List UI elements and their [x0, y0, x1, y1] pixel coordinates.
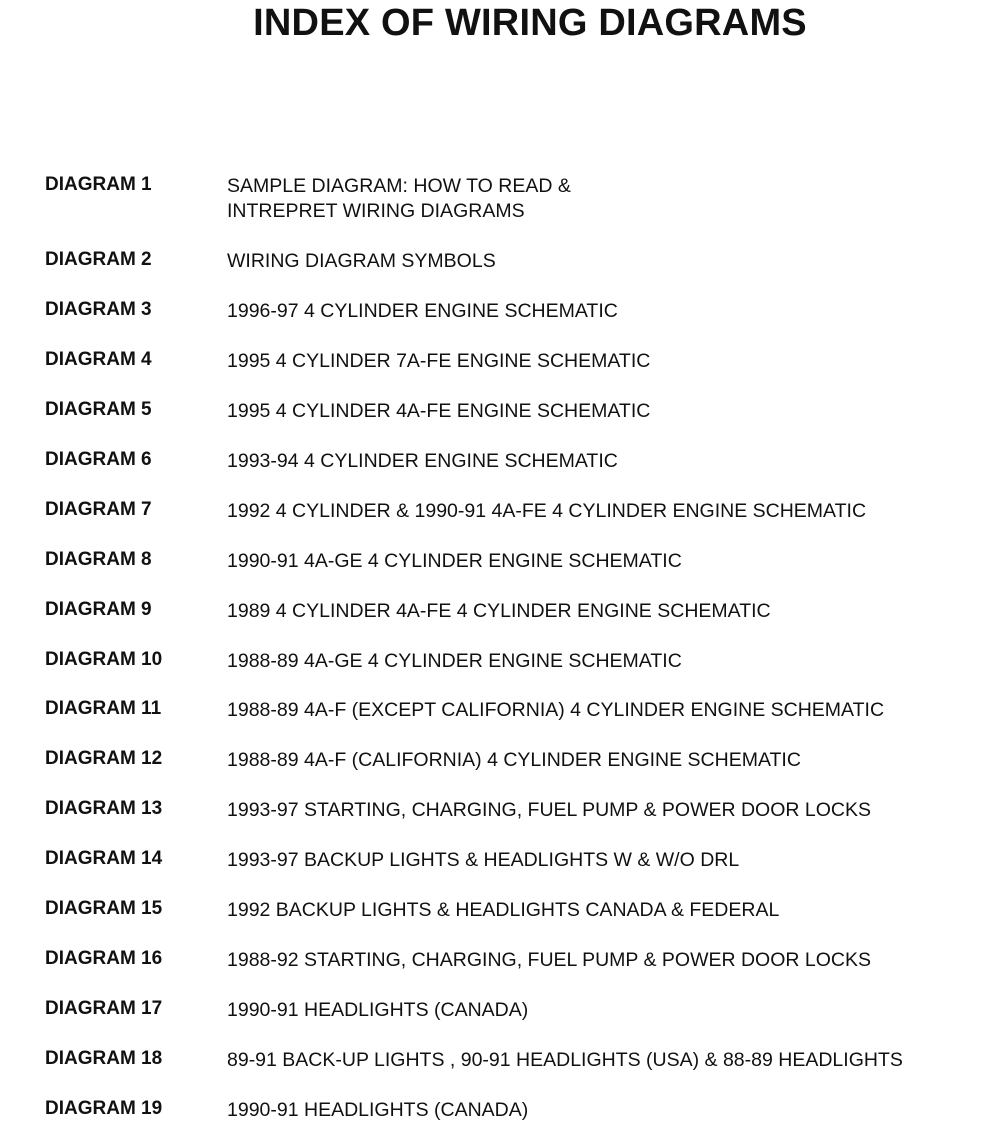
diagram-description: WIRING DIAGRAM SYMBOLS	[227, 250, 496, 272]
diagram-description: 1993-97 STARTING, CHARGING, FUEL PUMP & POWER DOOR LOCKS	[227, 799, 872, 821]
index-row-13	[0, 797, 1000, 837]
diagram-label: DIAGRAM 8	[45, 549, 152, 570]
diagram-description: SAMPLE DIAGRAM: HOW TO READ & INTREPRET WIRING DIAGRAMS	[227, 175, 571, 222]
index-row-11	[0, 697, 1000, 737]
diagram-description: 1989 4 CYLINDER 4A-FE 4 CYLINDER ENGINE SCHEMATIC	[227, 600, 771, 622]
diagram-description: 1995 4 CYLINDER 4A-FE ENGINE SCHEMATIC	[227, 400, 651, 422]
index-row-10	[0, 648, 1000, 688]
diagram-label: DIAGRAM 17	[45, 998, 163, 1019]
diagram-label: DIAGRAM 1	[45, 174, 152, 195]
diagram-label: DIAGRAM 4	[45, 349, 152, 370]
diagram-label: DIAGRAM 12	[45, 748, 163, 769]
diagram-description: 1988-92 STARTING, CHARGING, FUEL PUMP & POWER DOOR LOCKS	[227, 949, 872, 971]
diagram-label: DIAGRAM 19	[45, 1098, 163, 1119]
diagram-label: DIAGRAM 5	[45, 399, 152, 420]
diagram-label: DIAGRAM 13	[45, 798, 163, 819]
index-row-6	[0, 448, 1000, 488]
diagram-description: 1988-89 4A-F (EXCEPT CALIFORNIA) 4 CYLINDER ENGINE SCHEMATIC	[227, 699, 885, 721]
index-row-18	[0, 1047, 1000, 1087]
diagram-label: DIAGRAM 9	[45, 599, 152, 620]
index-row-19	[0, 1097, 1000, 1137]
diagram-label: DIAGRAM 18	[45, 1048, 163, 1069]
diagram-description: 1993-97 BACKUP LIGHTS & HEADLIGHTS W & W/O DRL	[227, 849, 740, 871]
index-row-16	[0, 947, 1000, 987]
diagram-label: DIAGRAM 10	[45, 649, 163, 670]
diagram-description: 1990-91 HEADLIGHTS (CANADA)	[227, 1099, 529, 1121]
diagram-description: 1990-91 HEADLIGHTS (CANADA)	[227, 999, 529, 1021]
index-row-8	[0, 548, 1000, 588]
index-row-2	[0, 248, 1000, 288]
index-row-4	[0, 348, 1000, 388]
diagram-label: DIAGRAM 16	[45, 948, 163, 969]
index-row-15	[0, 897, 1000, 937]
diagram-description: 1988-89 4A-F (CALIFORNIA) 4 CYLINDER ENGINE SCHEMATIC	[227, 749, 801, 771]
diagram-description: 1995 4 CYLINDER 7A-FE ENGINE SCHEMATIC	[227, 350, 651, 372]
diagram-description: 1992 BACKUP LIGHTS & HEADLIGHTS CANADA & FEDERAL	[227, 899, 780, 921]
diagram-description: 89-91 BACK-UP LIGHTS , 90-91 HEADLIGHTS (USA) & 88-89 HEADLIGHTS	[227, 1049, 903, 1071]
diagram-description: 1996-97 4 CYLINDER ENGINE SCHEMATIC	[227, 300, 618, 322]
index-row-3	[0, 298, 1000, 338]
page-title: INDEX OF WIRING DIAGRAMS	[253, 2, 807, 44]
diagram-label: DIAGRAM 3	[45, 299, 152, 320]
index-row-1	[0, 173, 1000, 222]
diagram-label: DIAGRAM 7	[45, 499, 152, 520]
diagram-description: 1988-89 4A-GE 4 CYLINDER ENGINE SCHEMATIC	[227, 650, 682, 672]
diagram-label: DIAGRAM 14	[45, 848, 163, 869]
index-row-12	[0, 747, 1000, 787]
index-row-17	[0, 997, 1000, 1037]
diagram-description: 1993-94 4 CYLINDER ENGINE SCHEMATIC	[227, 450, 618, 472]
diagram-label: DIAGRAM 6	[45, 449, 152, 470]
index-row-14	[0, 847, 1000, 887]
index-row-9	[0, 598, 1000, 638]
diagram-description: 1992 4 CYLINDER & 1990-91 4A-FE 4 CYLINDER ENGINE SCHEMATIC	[227, 500, 867, 522]
diagram-description: 1990-91 4A-GE 4 CYLINDER ENGINE SCHEMATIC	[227, 550, 682, 572]
index-row-5	[0, 398, 1000, 438]
diagram-label: DIAGRAM 2	[45, 249, 152, 270]
diagram-label: DIAGRAM 15	[45, 898, 163, 919]
index-row-7	[0, 498, 1000, 538]
diagram-label: DIAGRAM 11	[45, 698, 162, 719]
